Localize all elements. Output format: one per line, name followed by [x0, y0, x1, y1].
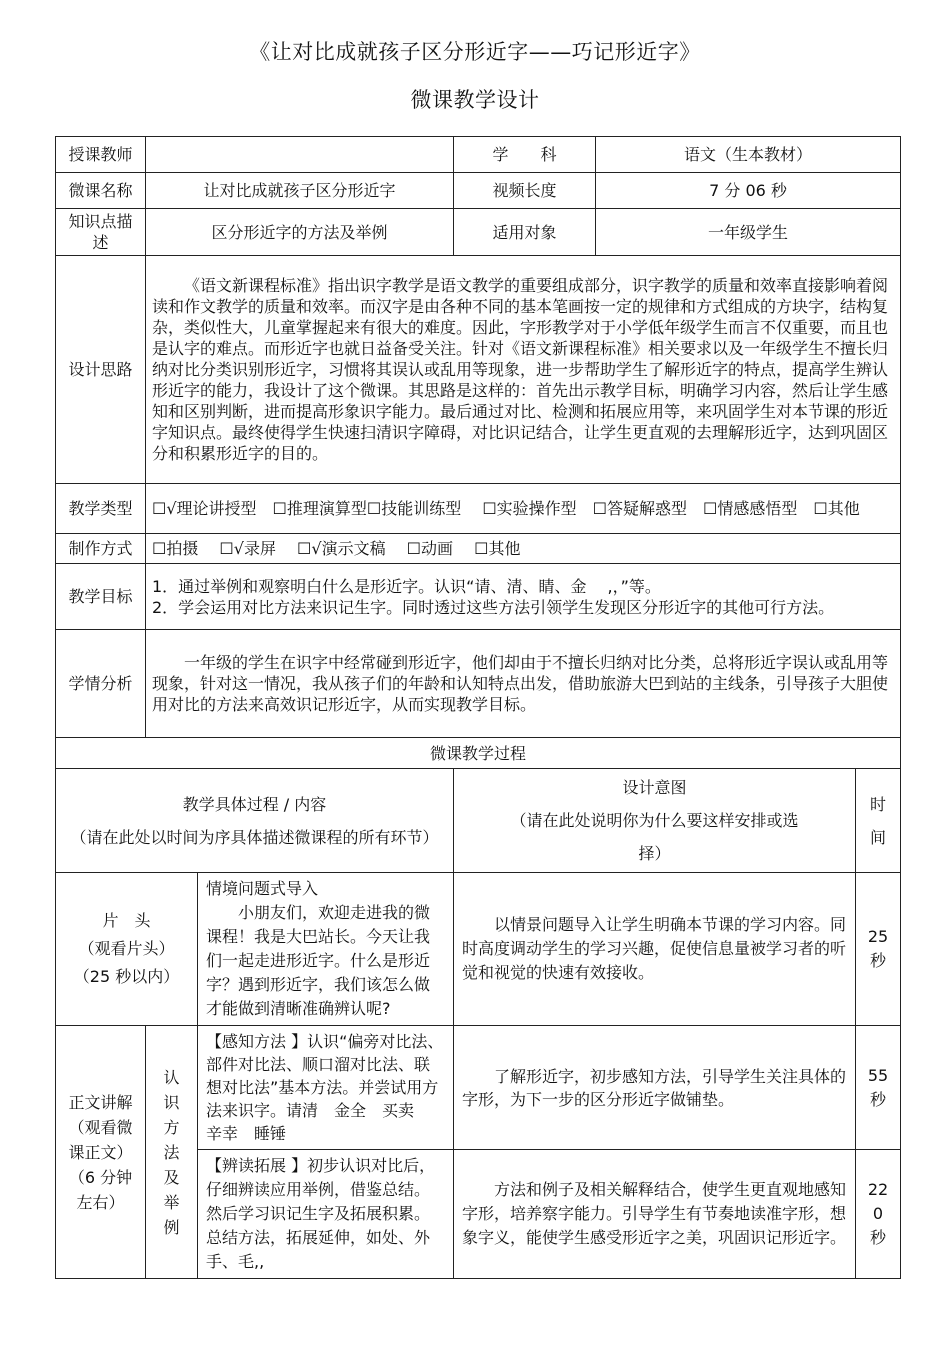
time-intro: 25 秒 — [856, 873, 901, 1026]
goals-label: 教学目标 — [56, 564, 146, 630]
audience-label: 适用对象 — [454, 209, 596, 256]
document-title: 《让对比成就孩子区分形近字——巧记形近字》 — [249, 40, 701, 64]
col1-note: （请在此处以时间为序具体描述微课程的所有环节） — [70, 827, 439, 847]
teacher-value — [146, 137, 454, 173]
content-intro — [198, 873, 454, 1026]
analysis-label: 学情分析 — [56, 630, 146, 738]
process-header: 微课教学过程 — [56, 738, 901, 769]
process-col3-header: 时间 — [856, 769, 901, 873]
intent-intro: 以情景问题导入让学生明确本节课的学习内容。同时高度调动学生的学习兴趣，促使信息量被学习者的听觉和视觉的快速有效接收。 — [454, 873, 856, 1026]
analysis-text: 一年级的学生在识字中经常碰到形近字，他们却由于不擅长归纳对比分类，总将形近字误认或乱用等现象，针对这一情况，我从孩子们的年龄和认知特点出发，借助旅游大巴到站的主线条，引导孩子大胆使用对比的方法来高效识记形近字，从而实现教学目标。 — [146, 630, 901, 738]
stage-intro: 片 头 （观看片头） （25 秒以内） — [56, 873, 198, 1026]
subject-label: 学 科 — [454, 137, 596, 173]
stage-main-sub: 认识方法及举例 — [146, 1026, 198, 1279]
col1-title: 教学具体过程 / 内容 — [182, 794, 327, 814]
col2-note: （请在此处说明你为什么要这样安排或选择） — [510, 811, 799, 863]
method-options: ☐拍摄 ☐√录屏 ☐√演示文稿 ☐动画 ☐其他 — [146, 534, 901, 564]
course-label: 微课名称 — [56, 173, 146, 209]
time-extend: 220 秒 — [856, 1150, 901, 1279]
goal-2: 2．学会运用对比方法来识记生字。同时透过这些方法引领学生发现区分形近字的其他可行方法。 — [152, 597, 835, 617]
type-label: 教学类型 — [56, 484, 146, 534]
method-label: 制作方式 — [56, 534, 146, 564]
design-table — [55, 136, 901, 1279]
intent-perceive: 了解形近字，初步感知方法，引导学生关注具体的字形，为下一步的区分形近字做铺垫。 — [454, 1026, 856, 1150]
content-perceive: 【感知方法 】认识“偏旁对比法、部件对比法、顺口溜对比法、联想对比法”基本方法。并尝试用方法来识字。请清 金全 买卖 辛幸 睡锤 — [198, 1026, 454, 1150]
process-col2-header — [454, 769, 856, 873]
goal-1: 1．通过举例和观察明白什么是形近字。认识“请、清、睛、金 ,，”等。 — [152, 576, 661, 596]
content-extend: 【辨读拓展 】初步认识对比后，仔细辨读应用举例，借鉴总结。然后学习识记生字及拓展积累。总结方法，拓展延伸，如处、外 手、毛,, — [198, 1150, 454, 1279]
time-perceive: 55 秒 — [856, 1026, 901, 1150]
document-subtitle: 微课教学设计 — [410, 88, 540, 112]
course-value: 让对比成就孩子区分形近字 — [146, 173, 454, 209]
duration-label: 视频长度 — [454, 173, 596, 209]
knowledge-value: 区分形近字的方法及举例 — [146, 209, 454, 256]
subject-value: 语文（生本教材） — [596, 137, 901, 173]
content-intro-head: 情境问题式导入 — [206, 879, 319, 898]
teacher-label: 授课教师 — [56, 137, 146, 173]
goals-cell — [146, 564, 901, 630]
type-options: ☐√理论讲授型 ☐推理演算型☐技能训练型 ☐实验操作型 ☐答疑解惑型 ☐情感感悟型 ☐其他 — [146, 484, 901, 534]
design-text: 《语文新课程标准》指出识字教学是语文教学的重要组成部分，识字教学的质量和效率直接影响着阅读和作文教学的质量和效率。而汉字是由各种不同的基本笔画按一定的规律和方式组成的方块字，结构复杂，类似性大，儿童掌握起来有很大的难度。因此，字形教学对于小学低年级学生而言不仅重要，而且也是认字的难点。而形近字也就日益备受关注。针对《语文新课程标准》相关要求以及一年级学生不擅长归纳对比分类识别形近字，习惯将其误认或乱用等现象，进一步帮助学生了解形近字的特点，提高学生辨认形近字的能力，我设计了这个微课。其思路是这样的：首先出示教学目标，明确学习内容，然后让学生感知和区别判断，进而提高形象识字能力。最后通过对比、检测和拓展应用等，来巩固学生对本节课的形近字知识点。最终使得学生快速扫清识字障碍，对比识记结合，让学生更直观的去理解形近字，达到巩固区分和积累形近字的目的。 — [146, 256, 901, 484]
knowledge-label: 知识点描述 — [56, 209, 146, 256]
content-intro-text: 小朋友们，欢迎走进我的微课程！我是大巴站长。今天让我们一起走进形近字。什么是形近字？遇到形近字，我们该怎么做才能做到清晰准确辨认呢? — [206, 903, 431, 1018]
col2-title: 设计意图 — [622, 778, 687, 797]
design-label: 设计思路 — [56, 256, 146, 484]
intent-extend: 方法和例子及相关解释结合，使学生更直观地感知字形，培养察字能力。引导学生有节奏地读准字形，想象字义，能使学生感受形近字之美，巩固识记形近字。 — [454, 1150, 856, 1279]
process-col1-header — [56, 769, 454, 873]
duration-value: 7 分 06 秒 — [596, 173, 901, 209]
stage-main: 正文讲解 （观看微课正文）（6 分钟左右） — [56, 1026, 146, 1279]
audience-value: 一年级学生 — [596, 209, 901, 256]
